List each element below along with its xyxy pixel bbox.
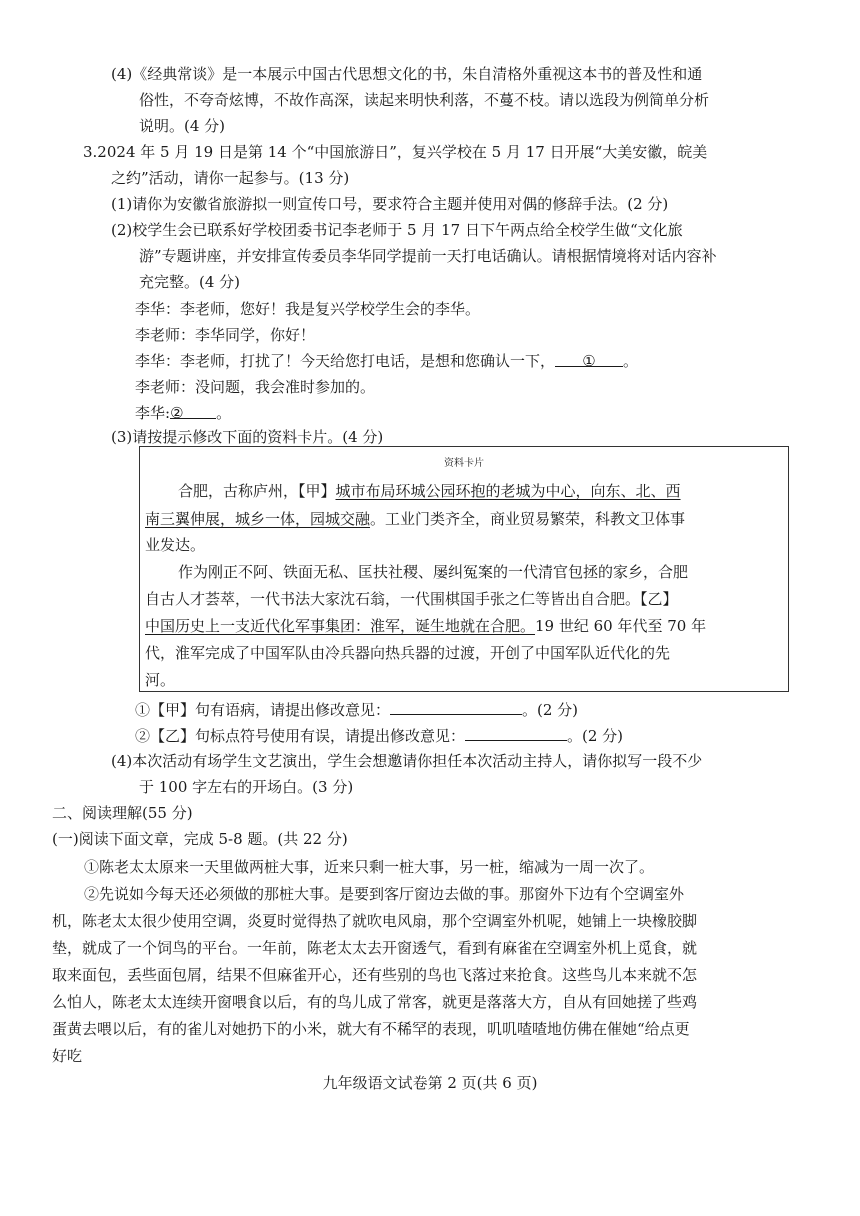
card-p1-line3: 业发达。	[145, 536, 206, 554]
dialog-line-3	[135, 348, 638, 374]
sentence-jia-part1: 城市布局环城公园环抱的老城为中心，向东、北、西	[335, 482, 681, 500]
article-para-2-line4: 取来面包，丢些面包屑，结果不但麻雀开心，还有些别的鸟也飞落过来抢食。这些鸟儿本来就不怎	[52, 966, 698, 984]
dialog-line-5	[135, 400, 231, 426]
q3-line2: 之约”活动，请你一起参与。(13 分)	[111, 169, 350, 187]
sentence-yi: 中国历史上一支近代化军事集团：淮军，诞生地就在合肥。	[145, 617, 536, 635]
answer-blank-yi[interactable]	[465, 722, 567, 741]
article-para-2-line1: ②先说如今每天还必须做的那桩大事。是要到客厅窗边去做的事。那窗外下边有个空调室外	[84, 885, 685, 903]
article-para-1: ①陈老太太原来一天里做两桩大事，近来只剩一桩大事，另一桩，缩减为一周一次了。	[84, 858, 655, 876]
answer-blank-jia[interactable]	[390, 696, 522, 715]
article-para-2-line6: 蛋黄去喂以后，有的雀儿对她扔下的小米，就大有不稀罕的表现，叽叽喳喳地仿佛在催她“给点更	[52, 1020, 690, 1038]
q3-sub3-ask2	[135, 722, 623, 749]
dialog-line-1: 李华：李老师，您好！我是复兴学校学生会的李华。	[135, 300, 481, 318]
answer-blank-1[interactable]: ①	[555, 348, 623, 367]
q3-sub4-line2: 于 100 字左右的开场白。(3 分)	[139, 778, 354, 796]
card-p1-prefix: 合肥，古称庐州，【甲】	[178, 482, 336, 500]
card-p2-line2: 自古人才荟萃，一代书法大家沈石翁，一代围棋国手张之仁等皆出自合肥。【乙】	[145, 590, 678, 608]
q3-sub2-line2: 游”专题讲座，并安排宣传委员李华同学提前一天打电话确认。请根据情境将对话内容补	[139, 247, 717, 265]
dialog-line-5-text: 李华:	[135, 404, 171, 422]
q2-4-line1: (4)《经典常谈》是一本展示中国古代思想文化的书，朱自清格外重视这本书的普及性和通	[111, 65, 703, 83]
article-para-2-line3: 垫，就成了一个饲鸟的平台。一年前，陈老太太去开窗透气，看到有麻雀在空调室外机上觅食，就	[52, 939, 698, 957]
sentence-jia-part2: 南三翼伸展，城乡一体，园城交融	[145, 510, 371, 528]
article-para-2-line7: 好吃	[52, 1047, 83, 1065]
article-para-2-line2: 机，陈老太太很少使用空调，炎夏时觉得热了就吹电风扇，那个空调室外机呢，她铺上一块橡胶脚	[52, 912, 698, 930]
card-p1-line2	[145, 506, 685, 532]
info-card-title: 资料卡片	[444, 458, 484, 469]
q3-sub2-line1: (2)校学生会已联系好学校团委书记李老师于 5 月 17 日下午两点给全校学生做“文化旅	[111, 221, 683, 239]
q2-4-line3: 说明。(4 分)	[139, 117, 226, 135]
card-p2-line1: 作为刚正不阿、铁面无私、匡扶社稷、屡纠冤案的一代清官包拯的家乡，合肥	[178, 563, 689, 581]
q3-sub3-instruction: (3)请按提示修改下面的资料卡片。(4 分)	[111, 428, 384, 446]
ask1-score: 。(2 分)	[522, 701, 579, 719]
dialog-line-3-end: 。	[623, 352, 639, 370]
article-para-2-line5: 么怕人，陈老太太连续开窗喂食以后，有的鸟儿成了常客，就更是落落大方，自从有回她搓了些鸡	[52, 993, 698, 1011]
dialog-line-4: 李老师：没问题，我会准时参加的。	[135, 378, 376, 396]
section-title: 二、阅读理解(55 分)	[52, 804, 193, 822]
dialog-line-5-end: 。	[216, 404, 232, 422]
dialog-line-2: 李老师：李华同学，你好！	[135, 326, 316, 344]
ask1-text: ①【甲】句有语病，请提出修改意见：	[135, 701, 391, 719]
dialog-line-3-text: 李华：李老师，打扰了！今天给您打电话，是想和您确认一下，	[135, 352, 556, 370]
ask2-text: ②【乙】句标点符号使用有误，请提出修改意见：	[135, 727, 466, 745]
part-title: (一)阅读下面文章，完成 5-8 题。(共 22 分)	[52, 830, 348, 848]
ask2-score: 。(2 分)	[567, 727, 624, 745]
q3-sub2-line3: 充完整。(4 分)	[139, 273, 241, 291]
card-p2-line5: 河。	[145, 671, 176, 689]
card-p1-line1	[178, 478, 681, 504]
q3-sub4-line1: (4)本次活动有场学生文艺演出，学生会想邀请你担任本次活动主持人，请你拟写一段不少	[111, 752, 703, 770]
card-p2-line3	[145, 613, 706, 639]
card-p2-rest: 19 世纪 60 年代至 70 年	[535, 617, 707, 635]
answer-blank-2[interactable]: ②	[170, 400, 216, 419]
page-footer: 九年级语文试卷第 2 页(共 6 页)	[322, 1074, 538, 1092]
q3-line1: 3.2024 年 5 月 19 日是第 14 个“中国旅游日”，复兴学校在 5 月 17 日开展“大美安徽，皖美	[83, 143, 708, 161]
q3-sub1: (1)请你为安徽省旅游拟一则宣传口号，要求符合主题并使用对偶的修辞手法。(2 分)	[111, 195, 669, 213]
card-p1-rest: 。工业门类齐全，商业贸易繁荣，科教文卫体事	[370, 510, 686, 528]
card-p2-line4: 代，淮军完成了中国军队由冷兵器向热兵器的过渡，开创了中国军队近代化的先	[145, 644, 671, 662]
q2-4-line2: 俗性，不夸奇炫博，不故作高深，读起来明快利落，不蔓不枝。请以选段为例简单分析	[139, 91, 710, 109]
q3-sub3-ask1	[135, 696, 578, 723]
